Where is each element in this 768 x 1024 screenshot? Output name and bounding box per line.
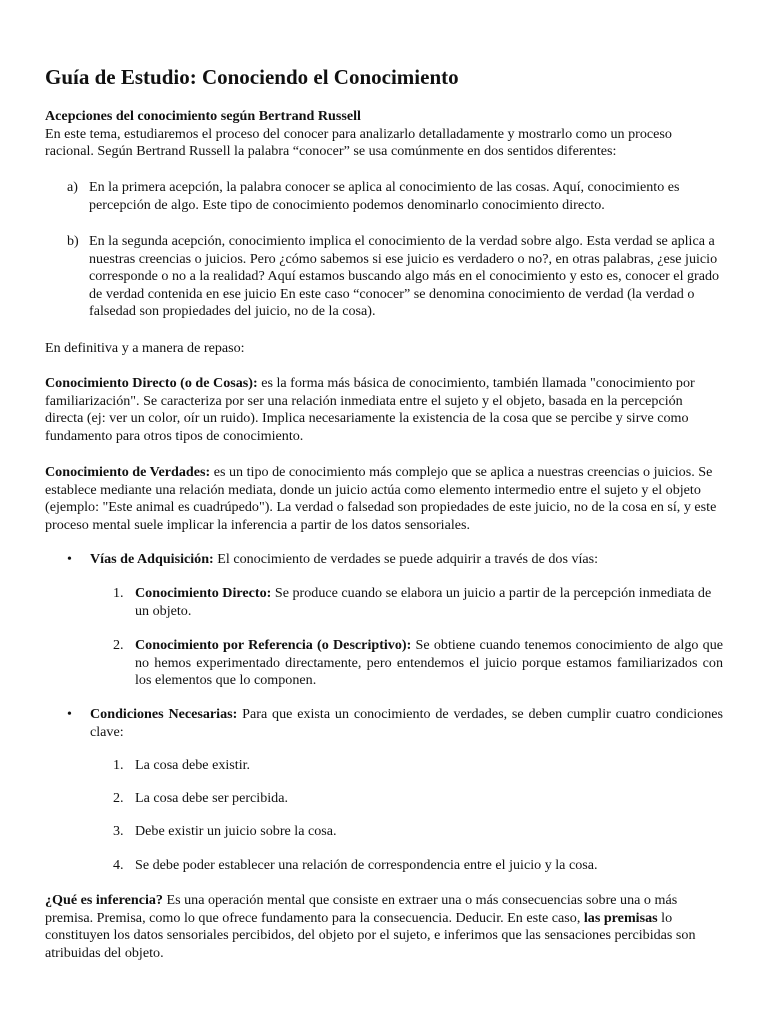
condition-text: La cosa debe existir. [135, 757, 251, 773]
truths-knowledge-text: es un tipo de conocimiento más complejo que se aplica a nuestras creencias o juicios. Se establece mediante una relación mediata, donde un juicio actúa como elemento intermedio entre el sujeto y el objeto (ejemplo: "Este animal es cuadrúpedo"). La verdad o falsedad son propiedades de este juicio, no de la cosa en sí, y este proceso mental suele implicar la inferencia a partir de los datos sensoriales. [45, 464, 717, 533]
intro-heading: Acepciones del conocimiento según Bertrand Russell [45, 108, 361, 124]
page-title: Guía de Estudio: Conociendo el Conocimiento [45, 65, 459, 89]
intro-paragraph [45, 108, 723, 161]
list-number: 4. [113, 857, 124, 873]
direct-knowledge-text: es la forma más básica de conocimiento, también llamada "conocimiento por familiarización". Se caracteriza por ser una relación inmediata entre el sujeto y el objeto, basada en la percepción directa (ej: ver un color, oír un ruido). Implica necesariamente la existencia de la cosa que se percibe y sirve como fundamento para otros tipos de conocimiento. [45, 375, 695, 444]
sense-text: En la primera acepción, la palabra conocer se aplica al conocimiento de las cosas. Aquí, conocimiento es percepción de algo. Este tipo de conocimiento podemos denominarlo conocimiento directo. [89, 179, 680, 213]
inference-paragraph [45, 892, 723, 962]
ways-item-1 [113, 585, 723, 620]
ways-text: El conocimiento de verdades se puede adquirir a través de dos vías: [213, 551, 599, 567]
truths-knowledge-paragraph [45, 464, 723, 534]
sense-item-a [67, 179, 723, 214]
list-number: 1. [113, 757, 124, 773]
inference-term: ¿Qué es inferencia? [45, 892, 163, 908]
ways-item-text: Se produce cuando se elabora un juicio a partir de la percepción inmediata de un objeto. [135, 585, 712, 619]
ways-item-text: Se obtiene cuando tenemos conocimiento de algo que no hemos experimentado directamente, pero entendemos el juicio porque estamos familiarizados con los elementos que lo componen. [135, 637, 724, 689]
sense-item-b [67, 233, 723, 321]
conditions-text: Para que exista un conocimiento de verdades, se deben cumplir cuatro condiciones clave: [90, 706, 723, 740]
intro-text: En este tema, estudiaremos el proceso del conocer para analizarlo detalladamente y mostrarlo como un proceso racional. Según Bertrand Russell la palabra “conocer” se usa comúnmente en dos sentidos diferentes: [45, 125, 672, 160]
conditions-term: Condiciones Necesarias: [90, 706, 238, 722]
inference-bold-term: las premisas [583, 909, 658, 926]
condition-text: Se debe poder establecer una relación de correspondencia entre el juicio y la cosa. [135, 857, 598, 873]
condition-item-3 [113, 823, 723, 841]
inference-text-1: Es una operación mental que consiste en extraer una o más consecuencias sobre una o más premisa. Premisa, como lo que ofrece fundamento para la consecuencia. Deducir. En este caso, [45, 892, 678, 926]
list-number: 3. [113, 823, 124, 839]
conditions-bullet-item [67, 706, 723, 741]
sense-marker: b) [67, 233, 79, 249]
sense-marker: a) [67, 179, 78, 195]
ways-item-term: Conocimiento por Referencia (o Descriptivo): [135, 637, 412, 653]
condition-item-2 [113, 790, 723, 808]
list-number: 2. [113, 637, 124, 653]
inference-text-2: lo constituyen los datos sensoriales percibidos, del objeto por el sujeto, e inferimos que las sensaciones percibidas son atribuidas del objeto. [45, 909, 696, 961]
list-number: 1. [113, 585, 124, 601]
list-number: 2. [113, 790, 124, 806]
condition-item-1 [113, 757, 723, 775]
condition-text: La cosa debe ser percibida. [135, 790, 288, 806]
ways-item-2 [113, 637, 724, 690]
condition-item-4 [113, 857, 723, 875]
condition-text: Debe existir un juicio sobre la cosa. [135, 823, 337, 839]
bullet-icon: • [67, 552, 72, 567]
sense-text: En la segunda acepción, conocimiento implica el conocimiento de la verdad sobre algo. Esta verdad se aplica a nuestras creencias o juicios. Pero ¿cómo sabemos si ese juicio es verdadero o no?, en otras palabras, ¿ese juicio corresponde o no a la realidad? Aquí estamos buscando algo más en el conocimiento y esto es, conocer el grado de verdad contenida en ese juicio En este caso “conocer” se denomina conocimiento de verdad (la verdad o falsedad son propiedades del juicio, no de la cosa). [89, 233, 720, 320]
direct-knowledge-term: Conocimiento Directo (o de Cosas): [45, 375, 258, 391]
ways-bullet-item [67, 551, 723, 569]
direct-knowledge-paragraph [45, 375, 723, 445]
truths-knowledge-term: Conocimiento de Verdades: [45, 464, 211, 480]
bullet-icon: • [67, 707, 72, 722]
recap-line: En definitiva y a manera de repaso: [45, 340, 245, 356]
ways-term: Vías de Adquisición: [90, 551, 214, 567]
ways-item-term: Conocimiento Directo: [135, 585, 272, 601]
